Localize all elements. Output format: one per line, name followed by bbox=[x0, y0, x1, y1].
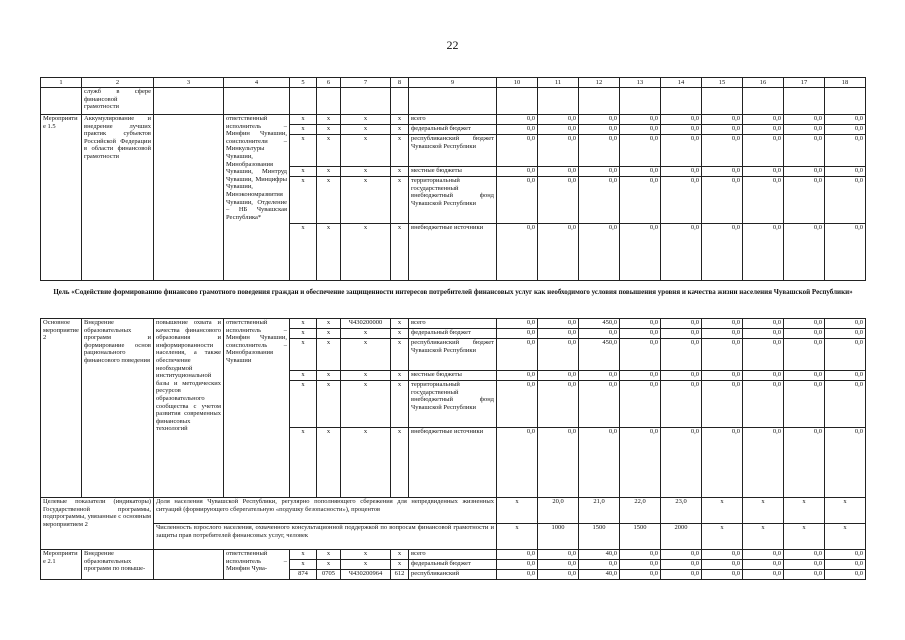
target-indicator-row bbox=[41, 498, 866, 524]
target-value: x bbox=[702, 498, 743, 524]
year-amount: 0,0 bbox=[579, 135, 620, 167]
target-value: x bbox=[497, 524, 538, 550]
year-amount: 0,0 bbox=[702, 177, 743, 224]
year-amount: 0,0 bbox=[497, 125, 538, 135]
year-amount: 0,0 bbox=[702, 329, 743, 339]
year-amount: 0,0 bbox=[620, 428, 661, 498]
year-amount: 0,0 bbox=[743, 319, 784, 329]
year-amount: 0,0 bbox=[661, 381, 702, 428]
year-amount: 0,0 bbox=[661, 167, 702, 177]
funding-source: республиканский бюджет Чувашской Республики bbox=[409, 339, 497, 371]
year-amount: 0,0 bbox=[497, 329, 538, 339]
year-amount: 0,0 bbox=[825, 224, 866, 281]
year-amount: 0,0 bbox=[825, 428, 866, 498]
year-amount: 0,0 bbox=[497, 167, 538, 177]
year-amount: 0,0 bbox=[784, 560, 825, 570]
funding-source: территориальный государственный внебюджетный фонд Чувашской Республики bbox=[409, 381, 497, 428]
year-amount: 0,0 bbox=[743, 550, 784, 560]
column-number: 7 bbox=[341, 78, 391, 88]
target-value: 23,0 bbox=[661, 498, 702, 524]
column-number: 3 bbox=[154, 78, 224, 88]
budget-code: x bbox=[290, 339, 317, 371]
budget-code: x bbox=[391, 125, 409, 135]
budget-code: x bbox=[317, 329, 341, 339]
column-number: 5 bbox=[290, 78, 317, 88]
year-amount: 0,0 bbox=[661, 329, 702, 339]
event-goal-description: повышение охвата и качества финансового образования и информированности населения, а также обеспечение необходимой институциональной базы и методических ресурсов образовательного сообщества с учетом развития современных финансовых технологий bbox=[154, 319, 224, 498]
budget-code: x bbox=[341, 115, 391, 125]
budget-row bbox=[41, 115, 866, 125]
budget-code: x bbox=[317, 167, 341, 177]
funding-source: местные бюджеты bbox=[409, 371, 497, 381]
target-indicator-row bbox=[41, 524, 866, 550]
year-amount: 0,0 bbox=[743, 329, 784, 339]
year-amount: 0,0 bbox=[743, 224, 784, 281]
year-amount: 0,0 bbox=[702, 224, 743, 281]
year-amount: 0,0 bbox=[620, 135, 661, 167]
target-value: 20,0 bbox=[538, 498, 579, 524]
year-amount: 0,0 bbox=[620, 329, 661, 339]
budget-code: Ч430200000 bbox=[341, 319, 391, 329]
year-amount: 0,0 bbox=[538, 428, 579, 498]
funding-source: внебюджетные источники bbox=[409, 224, 497, 281]
year-amount: 0,0 bbox=[702, 560, 743, 570]
responsible-executor: ответственный исполнитель – Минфин Чувашии, соисполнители – Минкультуры Чувашии, Минобразования Чувашии, Минтруд Чувашии, Минцифры Чувашии, Минэкономразвития Чувашии, Отделение – НБ Чувашская Республика* bbox=[224, 115, 290, 281]
year-amount: 0,0 bbox=[784, 167, 825, 177]
funding-source: федеральный бюджет bbox=[409, 560, 497, 570]
year-amount: 0,0 bbox=[661, 371, 702, 381]
budget-code: x bbox=[317, 428, 341, 498]
year-amount: 0,0 bbox=[661, 550, 702, 560]
budget-code: x bbox=[290, 560, 317, 570]
year-amount: 0,0 bbox=[579, 224, 620, 281]
target-value: 22,0 bbox=[620, 498, 661, 524]
year-amount: 0,0 bbox=[784, 329, 825, 339]
column-number: 11 bbox=[538, 78, 579, 88]
year-amount: 0,0 bbox=[538, 135, 579, 167]
budget-code: x bbox=[317, 550, 341, 560]
year-amount: 0,0 bbox=[825, 135, 866, 167]
budget-code: x bbox=[290, 177, 317, 224]
target-value: x bbox=[825, 498, 866, 524]
event-title: Внедрение образовательных программ и формирование основ рационального финансового поведения bbox=[82, 319, 154, 498]
budget-code: x bbox=[341, 125, 391, 135]
budget-code: x bbox=[391, 560, 409, 570]
year-amount: 0,0 bbox=[743, 371, 784, 381]
budget-code: x bbox=[341, 371, 391, 381]
budget-code: x bbox=[290, 319, 317, 329]
target-value: x bbox=[743, 524, 784, 550]
budget-code: x bbox=[341, 177, 391, 224]
year-amount: 0,0 bbox=[497, 135, 538, 167]
budget-code: x bbox=[317, 381, 341, 428]
year-amount: 40,0 bbox=[579, 550, 620, 560]
budget-code: x bbox=[391, 339, 409, 371]
year-amount: 0,0 bbox=[825, 550, 866, 560]
year-amount: 0,0 bbox=[825, 329, 866, 339]
budget-code: x bbox=[317, 125, 341, 135]
column-number: 14 bbox=[661, 78, 702, 88]
funding-source: республиканский бюджет Чувашской Республики bbox=[409, 135, 497, 167]
year-amount: 0,0 bbox=[743, 570, 784, 580]
budget-code: x bbox=[391, 115, 409, 125]
target-value: 2000 bbox=[661, 524, 702, 550]
year-amount: 0,0 bbox=[579, 371, 620, 381]
year-amount: 0,0 bbox=[661, 570, 702, 580]
year-amount: 0,0 bbox=[538, 329, 579, 339]
column-number: 9 bbox=[409, 78, 497, 88]
year-amount: 0,0 bbox=[661, 224, 702, 281]
budget-code: x bbox=[317, 319, 341, 329]
budget-code: x bbox=[341, 428, 391, 498]
year-amount: 0,0 bbox=[620, 339, 661, 371]
year-amount: 0,0 bbox=[825, 319, 866, 329]
year-amount: 0,0 bbox=[784, 115, 825, 125]
empty-cell bbox=[154, 115, 224, 281]
year-amount: 0,0 bbox=[579, 560, 620, 570]
continuation-row bbox=[41, 88, 866, 115]
year-amount: 0,0 bbox=[497, 319, 538, 329]
year-amount: 0,0 bbox=[497, 371, 538, 381]
budget-code: x bbox=[341, 224, 391, 281]
event-label: Мероприятие 2.1 bbox=[41, 550, 82, 580]
year-amount: 0,0 bbox=[784, 224, 825, 281]
budget-code: x bbox=[290, 550, 317, 560]
year-amount: 0,0 bbox=[497, 115, 538, 125]
year-amount: 0,0 bbox=[620, 125, 661, 135]
year-amount: 0,0 bbox=[702, 135, 743, 167]
empty-cell bbox=[154, 550, 224, 580]
budget-code: x bbox=[290, 381, 317, 428]
year-amount: 0,0 bbox=[661, 177, 702, 224]
year-amount: 0,0 bbox=[784, 570, 825, 580]
year-amount: 0,0 bbox=[743, 115, 784, 125]
year-amount: 0,0 bbox=[538, 115, 579, 125]
year-amount: 0,0 bbox=[497, 177, 538, 224]
year-amount: 0,0 bbox=[620, 371, 661, 381]
budget-code: x bbox=[317, 560, 341, 570]
year-amount: 0,0 bbox=[579, 428, 620, 498]
year-amount: 0,0 bbox=[538, 371, 579, 381]
budget-code: x bbox=[341, 550, 391, 560]
year-amount: 0,0 bbox=[579, 115, 620, 125]
column-number-row bbox=[41, 78, 866, 88]
year-amount: 0,0 bbox=[497, 381, 538, 428]
year-amount: 0,0 bbox=[702, 339, 743, 371]
year-amount: 0,0 bbox=[661, 319, 702, 329]
budget-code: x bbox=[317, 371, 341, 381]
year-amount: 0,0 bbox=[538, 339, 579, 371]
year-amount: 0,0 bbox=[825, 167, 866, 177]
year-amount: 0,0 bbox=[538, 550, 579, 560]
budget-row bbox=[41, 550, 866, 560]
budget-code: x bbox=[391, 319, 409, 329]
funding-source: местные бюджеты bbox=[409, 167, 497, 177]
year-amount: 0,0 bbox=[743, 135, 784, 167]
target-value: x bbox=[497, 498, 538, 524]
event-title: Аккумулирование и внедрение лучших практик субъектов Российской Федерации в области финансовой грамотности bbox=[82, 115, 154, 281]
year-amount: 0,0 bbox=[784, 381, 825, 428]
budget-code: x bbox=[391, 550, 409, 560]
column-number: 8 bbox=[391, 78, 409, 88]
budget-code: x bbox=[341, 329, 391, 339]
year-amount: 0,0 bbox=[743, 167, 784, 177]
budget-code: x bbox=[317, 135, 341, 167]
budget-code: Ч430200964 bbox=[341, 570, 391, 580]
budget-code: x bbox=[317, 224, 341, 281]
column-number: 1 bbox=[41, 78, 82, 88]
budget-code: x bbox=[290, 371, 317, 381]
year-amount: 0,0 bbox=[661, 560, 702, 570]
year-amount: 0,0 bbox=[661, 339, 702, 371]
year-amount: 0,0 bbox=[538, 167, 579, 177]
year-amount: 0,0 bbox=[579, 177, 620, 224]
year-amount: 0,0 bbox=[620, 381, 661, 428]
target-value: 1000 bbox=[538, 524, 579, 550]
year-amount: 0,0 bbox=[579, 329, 620, 339]
budget-code: x bbox=[341, 135, 391, 167]
year-amount: 0,0 bbox=[661, 115, 702, 125]
year-amount: 0,0 bbox=[661, 428, 702, 498]
year-amount: 0,0 bbox=[743, 381, 784, 428]
budget-code: 612 bbox=[391, 570, 409, 580]
responsible-executor: ответственный исполнитель – Минфин Чувашии, соисполнитель – Минобразования Чувашии bbox=[224, 319, 290, 498]
funding-source: всего bbox=[409, 550, 497, 560]
year-amount: 0,0 bbox=[702, 319, 743, 329]
column-number: 10 bbox=[497, 78, 538, 88]
year-amount: 0,0 bbox=[620, 177, 661, 224]
year-amount: 0,0 bbox=[784, 339, 825, 371]
year-amount: 0,0 bbox=[579, 381, 620, 428]
event-title: Внедрение образовательных программ по повыше- bbox=[82, 550, 154, 580]
funding-source: федеральный бюджет bbox=[409, 125, 497, 135]
target-indicator-text: Численность взрослого населения, охваченного консультационной поддержкой по вопросам финансовой грамотности и защиты прав потребителей финансовых услуг, человек bbox=[154, 524, 497, 550]
year-amount: 0,0 bbox=[702, 428, 743, 498]
year-amount: 0,0 bbox=[825, 125, 866, 135]
budget-code: x bbox=[341, 339, 391, 371]
year-amount: 0,0 bbox=[661, 125, 702, 135]
target-value: x bbox=[702, 524, 743, 550]
year-amount: 0,0 bbox=[620, 560, 661, 570]
budget-code: x bbox=[290, 329, 317, 339]
budget-code: x bbox=[341, 381, 391, 428]
budget-row bbox=[41, 319, 866, 329]
year-amount: 0,0 bbox=[825, 339, 866, 371]
year-amount: 0,0 bbox=[743, 177, 784, 224]
year-amount: 0,0 bbox=[620, 167, 661, 177]
year-amount: 0,0 bbox=[538, 319, 579, 329]
column-number: 12 bbox=[579, 78, 620, 88]
continuation-text: служб в сфере финансовой грамотности bbox=[82, 88, 154, 115]
year-amount: 0,0 bbox=[497, 570, 538, 580]
budget-code: x bbox=[391, 167, 409, 177]
target-value: x bbox=[825, 524, 866, 550]
year-amount: 0,0 bbox=[538, 125, 579, 135]
year-amount: 450,0 bbox=[579, 339, 620, 371]
year-amount: 0,0 bbox=[620, 319, 661, 329]
year-amount: 0,0 bbox=[784, 371, 825, 381]
target-value: x bbox=[784, 498, 825, 524]
budget-code: x bbox=[391, 371, 409, 381]
page-number: 22 bbox=[446, 38, 459, 52]
year-amount: 0,0 bbox=[497, 339, 538, 371]
budget-table-part1 bbox=[40, 77, 866, 281]
year-amount: 0,0 bbox=[702, 371, 743, 381]
budget-code: 874 bbox=[290, 570, 317, 580]
target-value: 1500 bbox=[579, 524, 620, 550]
year-amount: 0,0 bbox=[743, 428, 784, 498]
year-amount: 0,0 bbox=[702, 115, 743, 125]
target-value: x bbox=[784, 524, 825, 550]
year-amount: 0,0 bbox=[784, 319, 825, 329]
column-number: 16 bbox=[743, 78, 784, 88]
year-amount: 0,0 bbox=[620, 570, 661, 580]
year-amount: 0,0 bbox=[538, 560, 579, 570]
year-amount: 0,0 bbox=[702, 570, 743, 580]
year-amount: 0,0 bbox=[620, 224, 661, 281]
year-amount: 0,0 bbox=[825, 177, 866, 224]
column-number: 18 bbox=[825, 78, 866, 88]
year-amount: 0,0 bbox=[497, 224, 538, 281]
goal-heading: Цель «Содействие формированию финансово грамотного поведения граждан и обеспечение защищенности интересов потребителей финансовых услуг как необходимого условия повышения уровня и качества жизни населения Чувашской Республики» bbox=[53, 288, 853, 296]
budget-code: x bbox=[290, 167, 317, 177]
year-amount: 0,0 bbox=[538, 177, 579, 224]
target-indicators-label: Целевые показатели (индикаторы) Государственной программы, подпрограммы, увязанные с основным мероприятием 2 bbox=[41, 498, 154, 550]
target-value: 1500 bbox=[620, 524, 661, 550]
year-amount: 0,0 bbox=[825, 560, 866, 570]
budget-code: x bbox=[290, 428, 317, 498]
year-amount: 0,0 bbox=[579, 125, 620, 135]
year-amount: 0,0 bbox=[538, 570, 579, 580]
target-value: x bbox=[743, 498, 784, 524]
budget-table-part2 bbox=[40, 318, 866, 580]
funding-source: федеральный бюджет bbox=[409, 329, 497, 339]
year-amount: 0,0 bbox=[497, 428, 538, 498]
budget-code: x bbox=[317, 177, 341, 224]
budget-code: x bbox=[290, 224, 317, 281]
funding-source: всего bbox=[409, 319, 497, 329]
budget-code: x bbox=[341, 560, 391, 570]
year-amount: 0,0 bbox=[579, 167, 620, 177]
year-amount: 0,0 bbox=[702, 125, 743, 135]
year-amount: 0,0 bbox=[743, 125, 784, 135]
year-amount: 450,0 bbox=[579, 319, 620, 329]
column-number: 4 bbox=[224, 78, 290, 88]
budget-code: x bbox=[391, 177, 409, 224]
year-amount: 0,0 bbox=[702, 167, 743, 177]
year-amount: 40,0 bbox=[579, 570, 620, 580]
year-amount: 0,0 bbox=[538, 224, 579, 281]
funding-source: республиканский bbox=[409, 570, 497, 580]
target-indicator-text: Доля населения Чувашской Республики, регулярно пополняющего сбережения для непредвиденных жизненных ситуаций (формирующего сберегательную «подушку безопасности»), процентов bbox=[154, 498, 497, 524]
year-amount: 0,0 bbox=[784, 177, 825, 224]
column-number: 6 bbox=[317, 78, 341, 88]
column-number: 2 bbox=[82, 78, 154, 88]
budget-code: x bbox=[290, 115, 317, 125]
year-amount: 0,0 bbox=[497, 550, 538, 560]
target-value: 21,0 bbox=[579, 498, 620, 524]
budget-code: x bbox=[391, 135, 409, 167]
year-amount: 0,0 bbox=[743, 339, 784, 371]
event-label: Мероприятие 1.5 bbox=[41, 115, 82, 281]
year-amount: 0,0 bbox=[825, 381, 866, 428]
year-amount: 0,0 bbox=[702, 381, 743, 428]
responsible-executor: ответственный исполнитель – Минфин Чува- bbox=[224, 550, 290, 580]
column-number: 17 bbox=[784, 78, 825, 88]
budget-code: x bbox=[391, 428, 409, 498]
budget-code: x bbox=[317, 115, 341, 125]
year-amount: 0,0 bbox=[661, 135, 702, 167]
budget-code: x bbox=[290, 125, 317, 135]
column-number: 15 bbox=[702, 78, 743, 88]
funding-source: всего bbox=[409, 115, 497, 125]
budget-code: x bbox=[391, 381, 409, 428]
year-amount: 0,0 bbox=[784, 125, 825, 135]
year-amount: 0,0 bbox=[538, 381, 579, 428]
budget-code: x bbox=[391, 329, 409, 339]
budget-code: x bbox=[290, 135, 317, 167]
funding-source: внебюджетные источники bbox=[409, 428, 497, 498]
budget-code: x bbox=[391, 224, 409, 281]
year-amount: 0,0 bbox=[825, 371, 866, 381]
year-amount: 0,0 bbox=[620, 550, 661, 560]
funding-source: территориальный государственный внебюджетный фонд Чувашской Республики bbox=[409, 177, 497, 224]
event-label: Основное мероприятие 2 bbox=[41, 319, 82, 498]
year-amount: 0,0 bbox=[784, 135, 825, 167]
year-amount: 0,0 bbox=[497, 560, 538, 570]
year-amount: 0,0 bbox=[825, 570, 866, 580]
year-amount: 0,0 bbox=[784, 550, 825, 560]
column-number: 13 bbox=[620, 78, 661, 88]
year-amount: 0,0 bbox=[784, 428, 825, 498]
year-amount: 0,0 bbox=[743, 560, 784, 570]
budget-code: 0705 bbox=[317, 570, 341, 580]
year-amount: 0,0 bbox=[702, 550, 743, 560]
budget-code: x bbox=[341, 167, 391, 177]
year-amount: 0,0 bbox=[825, 115, 866, 125]
budget-code: x bbox=[317, 339, 341, 371]
year-amount: 0,0 bbox=[620, 115, 661, 125]
